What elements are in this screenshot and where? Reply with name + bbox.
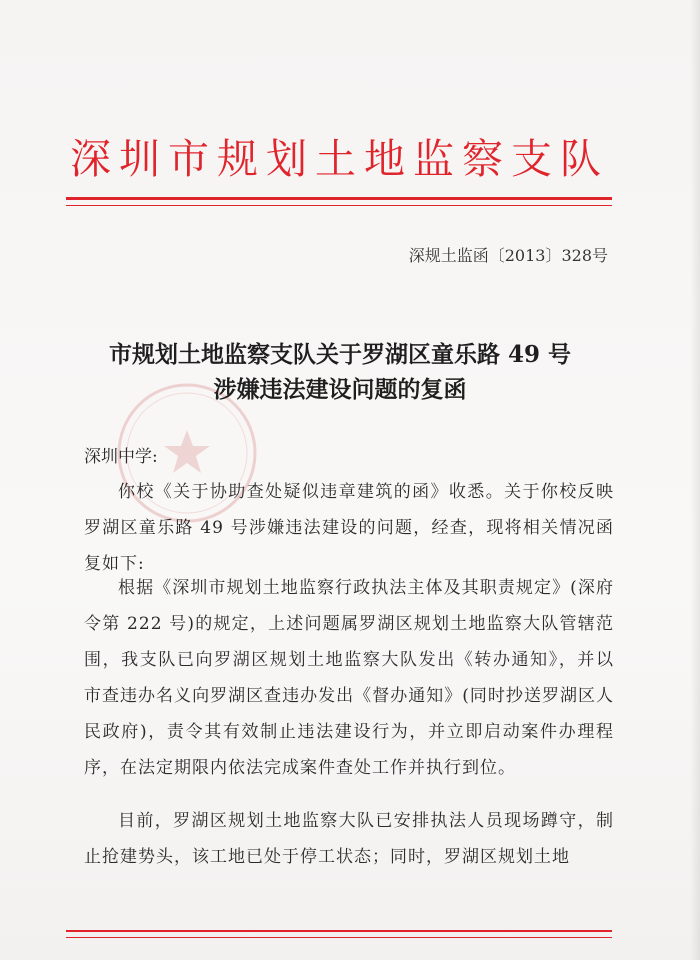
body-paragraph: 你校《关于协助查处疑似违章建筑的函》收悉。关于你校反映罗湖区童乐路 49 号涉嫌违法建设的问题，经查，现将相关情况函复如下: — [84, 482, 614, 574]
document-title-line-1: 市规划土地监察支队关于罗湖区童乐路 49 号 — [108, 341, 572, 368]
letterhead-rule-thin — [66, 205, 612, 206]
footer-rule-thin — [66, 937, 612, 938]
document-number: 深规土监函〔2013〕328号 — [408, 246, 608, 265]
body-paragraph: 根据《深圳市规划土地监察行政执法主体及其职责规定》(深府令第 222 号)的规定，上述问题属罗湖区规划土地监察大队管辖范围，我支队已向罗湖区规划土地监察大队发出《转办通知》，并以市查违办名义向罗湖区查违办发出《督办通知》(同时抄送罗湖区人民政府)，责令其有效制止违法建设行为，并立即启动案件办理程序，在法定期限内依法完成案件查处工作并执行到位。 — [84, 578, 614, 778]
letterhead-rule-thick — [66, 197, 612, 200]
salutation: 深圳中学: — [84, 447, 158, 467]
footer-rule-thick — [66, 930, 612, 932]
body-paragraph: 目前，罗湖区规划土地监察大队已安排执法人员现场蹲守，制止抢建势头，该工地已处于停工状态；同时，罗湖区规划土地 — [84, 811, 614, 867]
document-title-line-2: 涉嫌违法建设问题的复函 — [213, 376, 467, 403]
page-edge-shadow — [690, 0, 700, 960]
letterhead-org-name: 深圳市规划土地监察支队 — [70, 135, 609, 183]
